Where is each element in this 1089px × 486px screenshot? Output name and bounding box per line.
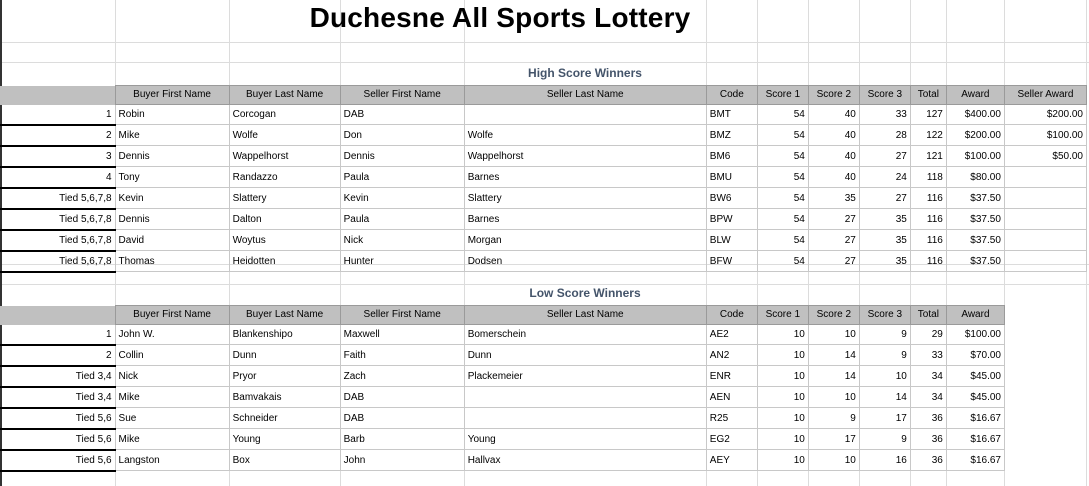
rank-cell: Tied 5,6 — [0, 408, 115, 429]
s1-cell[interactable]: 10 — [757, 450, 808, 471]
column-header: Seller Award — [1004, 86, 1086, 105]
s1-cell[interactable]: 10 — [757, 408, 808, 429]
table-row — [0, 429, 1005, 450]
column-header: Seller Last Name — [464, 306, 706, 325]
empty-cell — [0, 86, 115, 105]
total-cell[interactable]: 36 — [910, 408, 946, 429]
seller-last-cell[interactable]: Barnes — [464, 209, 706, 230]
high-score-table — [0, 85, 1087, 273]
header-row — [0, 306, 1005, 325]
table-row — [0, 387, 1005, 408]
code-cell[interactable]: AEN — [706, 387, 757, 408]
code-cell[interactable]: AEY — [706, 450, 757, 471]
buyer-first-cell[interactable]: Mike — [115, 125, 229, 146]
s1-cell[interactable]: 10 — [757, 387, 808, 408]
seller-last-cell[interactable] — [464, 105, 706, 125]
s3-cell[interactable]: 17 — [859, 408, 910, 429]
seller-first-cell[interactable]: Nick — [340, 230, 464, 251]
total-cell[interactable]: 29 — [910, 325, 946, 345]
s1-cell[interactable]: 54 — [757, 230, 808, 251]
award-cell[interactable]: $37.50 — [946, 251, 1004, 272]
total-cell[interactable]: 36 — [910, 450, 946, 471]
s1-cell[interactable]: 54 — [757, 125, 808, 146]
seller-last-cell[interactable]: Dodsen — [464, 251, 706, 272]
seller-last-cell[interactable]: Young — [464, 429, 706, 450]
column-header: Score 2 — [808, 86, 859, 105]
buyer-first-cell[interactable]: Dennis — [115, 209, 229, 230]
buyer-first-cell[interactable]: Thomas — [115, 251, 229, 272]
column-header: Total — [910, 306, 946, 325]
buyer-first-cell[interactable]: Mike — [115, 429, 229, 450]
s3-cell[interactable]: 28 — [859, 125, 910, 146]
code-cell[interactable]: BW6 — [706, 188, 757, 209]
seller-last-cell[interactable]: Morgan — [464, 230, 706, 251]
buyer-first-cell[interactable]: Mike — [115, 387, 229, 408]
column-header: Seller First Name — [340, 86, 464, 105]
award-cell[interactable]: $80.00 — [946, 167, 1004, 188]
s3-cell[interactable]: 24 — [859, 167, 910, 188]
total-cell[interactable]: 116 — [910, 251, 946, 272]
seller-award-cell[interactable]: $200.00 — [1004, 105, 1086, 125]
s3-cell[interactable]: 14 — [859, 387, 910, 408]
s2-cell[interactable]: 27 — [808, 251, 859, 272]
buyer-last-cell[interactable]: Box — [229, 450, 340, 471]
seller-last-cell[interactable]: Hallvax — [464, 450, 706, 471]
award-cell[interactable]: $16.67 — [946, 450, 1004, 471]
total-cell[interactable]: 34 — [910, 366, 946, 387]
award-cell[interactable]: $200.00 — [946, 125, 1004, 146]
s3-cell[interactable]: 33 — [859, 105, 910, 125]
seller-first-cell[interactable]: Maxwell — [340, 325, 464, 345]
award-cell[interactable]: $45.00 — [946, 387, 1004, 408]
table-row — [0, 366, 1005, 387]
buyer-last-cell[interactable]: Wappelhorst — [229, 146, 340, 167]
buyer-last-cell[interactable]: Heidotten — [229, 251, 340, 272]
s2-cell[interactable]: 40 — [808, 105, 859, 125]
grid-line — [0, 42, 1089, 43]
s2-cell[interactable]: 27 — [808, 209, 859, 230]
total-cell[interactable]: 116 — [910, 188, 946, 209]
award-cell[interactable]: $45.00 — [946, 366, 1004, 387]
total-cell[interactable]: 121 — [910, 146, 946, 167]
seller-first-cell[interactable]: Zach — [340, 366, 464, 387]
buyer-last-cell[interactable]: Schneider — [229, 408, 340, 429]
code-cell[interactable]: BMU — [706, 167, 757, 188]
s2-cell[interactable]: 40 — [808, 167, 859, 188]
grid-line — [0, 62, 1089, 63]
buyer-first-cell[interactable]: Langston — [115, 450, 229, 471]
seller-first-cell[interactable]: Hunter — [340, 251, 464, 272]
code-cell[interactable]: AE2 — [706, 325, 757, 345]
s1-cell[interactable]: 54 — [757, 209, 808, 230]
award-cell[interactable]: $37.50 — [946, 230, 1004, 251]
s2-cell[interactable]: 10 — [808, 450, 859, 471]
seller-last-cell[interactable]: Wolfe — [464, 125, 706, 146]
s1-cell[interactable]: 10 — [757, 366, 808, 387]
rank-cell: 1 — [0, 105, 115, 125]
total-cell[interactable]: 116 — [910, 230, 946, 251]
buyer-first-cell[interactable]: Kevin — [115, 188, 229, 209]
buyer-first-cell[interactable]: Dennis — [115, 146, 229, 167]
column-header: Buyer First Name — [115, 306, 229, 325]
buyer-last-cell[interactable]: Dunn — [229, 345, 340, 366]
rank-cell: Tied 3,4 — [0, 387, 115, 408]
s2-cell[interactable]: 17 — [808, 429, 859, 450]
column-header: Score 1 — [757, 86, 808, 105]
award-cell[interactable]: $70.00 — [946, 345, 1004, 366]
column-header: Score 1 — [757, 306, 808, 325]
s1-cell[interactable]: 10 — [757, 325, 808, 345]
table-row — [0, 408, 1005, 429]
rank-cell: Tied 3,4 — [0, 366, 115, 387]
table-row — [0, 146, 1087, 167]
seller-award-cell[interactable]: $50.00 — [1004, 146, 1086, 167]
seller-last-cell[interactable]: Barnes — [464, 167, 706, 188]
s3-cell[interactable]: 10 — [859, 366, 910, 387]
buyer-first-cell[interactable]: Sue — [115, 408, 229, 429]
s2-cell[interactable]: 14 — [808, 345, 859, 366]
table-row — [0, 251, 1087, 272]
buyer-last-cell[interactable]: Bamvakais — [229, 387, 340, 408]
award-cell[interactable]: $400.00 — [946, 105, 1004, 125]
seller-last-cell[interactable]: Dunn — [464, 345, 706, 366]
code-cell[interactable]: BLW — [706, 230, 757, 251]
buyer-last-cell[interactable]: Woytus — [229, 230, 340, 251]
seller-last-cell[interactable]: Slattery — [464, 188, 706, 209]
seller-last-cell[interactable] — [464, 408, 706, 429]
award-cell[interactable]: $100.00 — [946, 146, 1004, 167]
s1-cell[interactable]: 54 — [757, 105, 808, 125]
column-header: Score 3 — [859, 306, 910, 325]
table-row — [0, 125, 1087, 146]
buyer-first-cell[interactable]: Nick — [115, 366, 229, 387]
table-row — [0, 230, 1087, 251]
s2-cell[interactable]: 10 — [808, 325, 859, 345]
total-cell[interactable]: 118 — [910, 167, 946, 188]
seller-first-cell[interactable]: Faith — [340, 345, 464, 366]
total-cell[interactable]: 116 — [910, 209, 946, 230]
buyer-last-cell[interactable]: Pryor — [229, 366, 340, 387]
s3-cell[interactable]: 27 — [859, 146, 910, 167]
seller-first-cell[interactable]: Paula — [340, 209, 464, 230]
code-cell[interactable]: BMT — [706, 105, 757, 125]
award-cell[interactable]: $16.67 — [946, 429, 1004, 450]
column-header: Score 2 — [808, 306, 859, 325]
seller-first-cell[interactable]: Don — [340, 125, 464, 146]
s3-cell[interactable]: 27 — [859, 188, 910, 209]
code-cell[interactable]: EG2 — [706, 429, 757, 450]
total-cell[interactable]: 127 — [910, 105, 946, 125]
seller-first-cell[interactable]: DAB — [340, 408, 464, 429]
rank-cell: 2 — [0, 345, 115, 366]
grid-line — [0, 284, 1089, 285]
buyer-last-cell[interactable]: Slattery — [229, 188, 340, 209]
table-row — [0, 450, 1005, 471]
column-header: Buyer Last Name — [229, 86, 340, 105]
buyer-first-cell[interactable]: Tony — [115, 167, 229, 188]
seller-first-cell[interactable]: DAB — [340, 387, 464, 408]
seller-award-cell[interactable] — [1004, 251, 1086, 272]
column-header: Buyer Last Name — [229, 306, 340, 325]
code-cell[interactable]: BM6 — [706, 146, 757, 167]
s2-cell[interactable]: 40 — [808, 125, 859, 146]
award-cell[interactable]: $100.00 — [946, 325, 1004, 345]
table-row — [0, 188, 1087, 209]
low-score-table — [0, 305, 1005, 472]
s2-cell[interactable]: 10 — [808, 387, 859, 408]
rank-cell: Tied 5,6 — [0, 429, 115, 450]
s2-cell[interactable]: 27 — [808, 230, 859, 251]
buyer-first-cell[interactable]: Collin — [115, 345, 229, 366]
rank-cell: Tied 5,6,7,8 — [0, 251, 115, 272]
buyer-first-cell[interactable]: David — [115, 230, 229, 251]
seller-first-cell[interactable]: Barb — [340, 429, 464, 450]
s1-cell[interactable]: 54 — [757, 167, 808, 188]
empty-cell — [0, 306, 115, 325]
rank-cell: 1 — [0, 325, 115, 345]
column-header: Seller First Name — [340, 306, 464, 325]
seller-award-cell[interactable] — [1004, 188, 1086, 209]
seller-first-cell[interactable]: Kevin — [340, 188, 464, 209]
s1-cell[interactable]: 54 — [757, 251, 808, 272]
s3-cell[interactable]: 35 — [859, 230, 910, 251]
page-title: Duchesne All Sports Lottery — [309, 2, 691, 33]
column-header: Seller Last Name — [464, 86, 706, 105]
code-cell[interactable]: BMZ — [706, 125, 757, 146]
seller-last-cell[interactable]: Plackemeier — [464, 366, 706, 387]
table-row — [0, 209, 1087, 230]
s1-cell[interactable]: 54 — [757, 188, 808, 209]
code-cell[interactable]: BPW — [706, 209, 757, 230]
code-cell[interactable]: BFW — [706, 251, 757, 272]
column-header: Code — [706, 86, 757, 105]
s3-cell[interactable]: 35 — [859, 209, 910, 230]
seller-first-cell[interactable]: Dennis — [340, 146, 464, 167]
rank-cell: 2 — [0, 125, 115, 146]
s2-cell[interactable]: 9 — [808, 408, 859, 429]
buyer-last-cell[interactable]: Randazzo — [229, 167, 340, 188]
s3-cell[interactable]: 9 — [859, 429, 910, 450]
award-cell[interactable]: $37.50 — [946, 209, 1004, 230]
column-header: Total — [910, 86, 946, 105]
table-row — [0, 105, 1087, 125]
column-header: Buyer First Name — [115, 86, 229, 105]
column-header: Score 3 — [859, 86, 910, 105]
seller-award-cell[interactable] — [1004, 209, 1086, 230]
seller-first-cell[interactable]: John — [340, 450, 464, 471]
buyer-last-cell[interactable]: Young — [229, 429, 340, 450]
total-cell[interactable]: 36 — [910, 429, 946, 450]
seller-first-cell[interactable]: DAB — [340, 105, 464, 125]
seller-award-cell[interactable] — [1004, 230, 1086, 251]
low-score-title: Low Score Winners — [529, 286, 641, 300]
s1-cell[interactable]: 54 — [757, 146, 808, 167]
code-cell[interactable]: AN2 — [706, 345, 757, 366]
total-cell[interactable]: 122 — [910, 125, 946, 146]
column-header: Award — [946, 86, 1004, 105]
award-cell[interactable]: $37.50 — [946, 188, 1004, 209]
buyer-last-cell[interactable]: Dalton — [229, 209, 340, 230]
rank-cell: 4 — [0, 167, 115, 188]
total-cell[interactable]: 34 — [910, 387, 946, 408]
table-row — [0, 167, 1087, 188]
buyer-last-cell[interactable]: Wolfe — [229, 125, 340, 146]
column-header: Award — [946, 306, 1004, 325]
header-row — [0, 86, 1087, 105]
table-row — [0, 325, 1005, 345]
s3-cell[interactable]: 9 — [859, 345, 910, 366]
rank-cell: Tied 5,6,7,8 — [0, 230, 115, 251]
seller-last-cell[interactable]: Wappelhorst — [464, 146, 706, 167]
code-cell[interactable]: ENR — [706, 366, 757, 387]
rank-cell: Tied 5,6,7,8 — [0, 188, 115, 209]
s3-cell[interactable]: 9 — [859, 325, 910, 345]
s3-cell[interactable]: 35 — [859, 251, 910, 272]
s1-cell[interactable]: 10 — [757, 345, 808, 366]
column-header: Code — [706, 306, 757, 325]
rank-cell: Tied 5,6,7,8 — [0, 209, 115, 230]
rank-cell: Tied 5,6 — [0, 450, 115, 471]
total-cell[interactable]: 33 — [910, 345, 946, 366]
buyer-first-cell[interactable]: John W. — [115, 325, 229, 345]
high-score-title: High Score Winners — [528, 66, 642, 80]
buyer-last-cell[interactable]: Corcogan — [229, 105, 340, 125]
table-row — [0, 345, 1005, 366]
code-cell[interactable]: R25 — [706, 408, 757, 429]
seller-last-cell[interactable]: Bomerschein — [464, 325, 706, 345]
buyer-last-cell[interactable]: Blankenshipo — [229, 325, 340, 345]
seller-award-cell[interactable]: $100.00 — [1004, 125, 1086, 146]
s2-cell[interactable]: 40 — [808, 146, 859, 167]
s3-cell[interactable]: 16 — [859, 450, 910, 471]
buyer-first-cell[interactable]: Robin — [115, 105, 229, 125]
award-cell[interactable]: $16.67 — [946, 408, 1004, 429]
seller-first-cell[interactable]: Paula — [340, 167, 464, 188]
s1-cell[interactable]: 10 — [757, 429, 808, 450]
seller-last-cell[interactable] — [464, 387, 706, 408]
s2-cell[interactable]: 14 — [808, 366, 859, 387]
rank-cell: 3 — [0, 146, 115, 167]
seller-award-cell[interactable] — [1004, 167, 1086, 188]
s2-cell[interactable]: 35 — [808, 188, 859, 209]
